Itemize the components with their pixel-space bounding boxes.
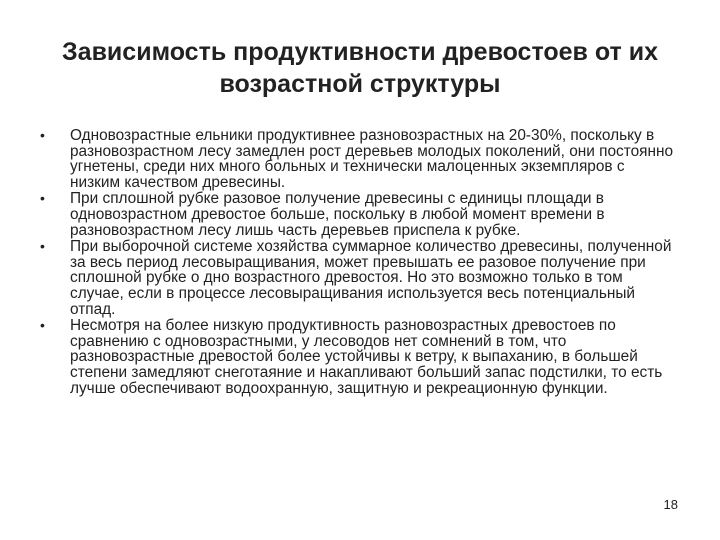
bullet-text: При выборочной системе хозяйства суммарное количество древесины, полученной за весь период лесовыращивания, может превышать ее разовое получение при сплошной рубке о дно возрастного древостоя. Но это возможно только в том случае, если в процессе лесовыращивания используется весь потенциальный отпад. [70, 238, 672, 318]
bullet-item [40, 191, 675, 238]
bullet-item [40, 128, 675, 190]
slide-title: Зависимость продуктивности древостоев от их возрастной структуры [62, 38, 658, 98]
bullet-item [40, 318, 675, 396]
bullet-icon: • [40, 127, 45, 143]
bullet-item [40, 239, 675, 317]
bullet-text: Несмотря на более низкую продуктивность разновозрастных древостоев по сравнению с одновозрастными, у лесоводов нет сомнений в том, что разновозрастные древостой более устойчивы к ветру, к выпаханию, в большей степени замедляют снеготаяние и накапливают больший запас подстилки, то есть лучше обеспечивают водоохранную, защитную и рекреационную функции. [70, 317, 663, 397]
page-number: 18 [663, 497, 678, 512]
bullet-list [40, 128, 675, 397]
bullet-text: При сплошной рубке разовое получение древесины с единицы площади в одновозрастном древостое больше, поскольку в любой момент времени в разновозрастном лесу лишь часть деревьев приспела к рубке. [70, 190, 605, 239]
bullet-icon: • [40, 190, 45, 207]
bullet-icon: • [40, 317, 45, 334]
bullet-icon: • [40, 238, 45, 255]
bullet-text: Одновозрастные ельники продуктивнее разновозрастных на 20-30%, поскольку в разновозрастном лесу замедлен рост деревьев молодых поколений, они постоянно угнетены, среди них много больных и технически малоценных экземпляров с низким качеством древесины. [70, 127, 674, 191]
